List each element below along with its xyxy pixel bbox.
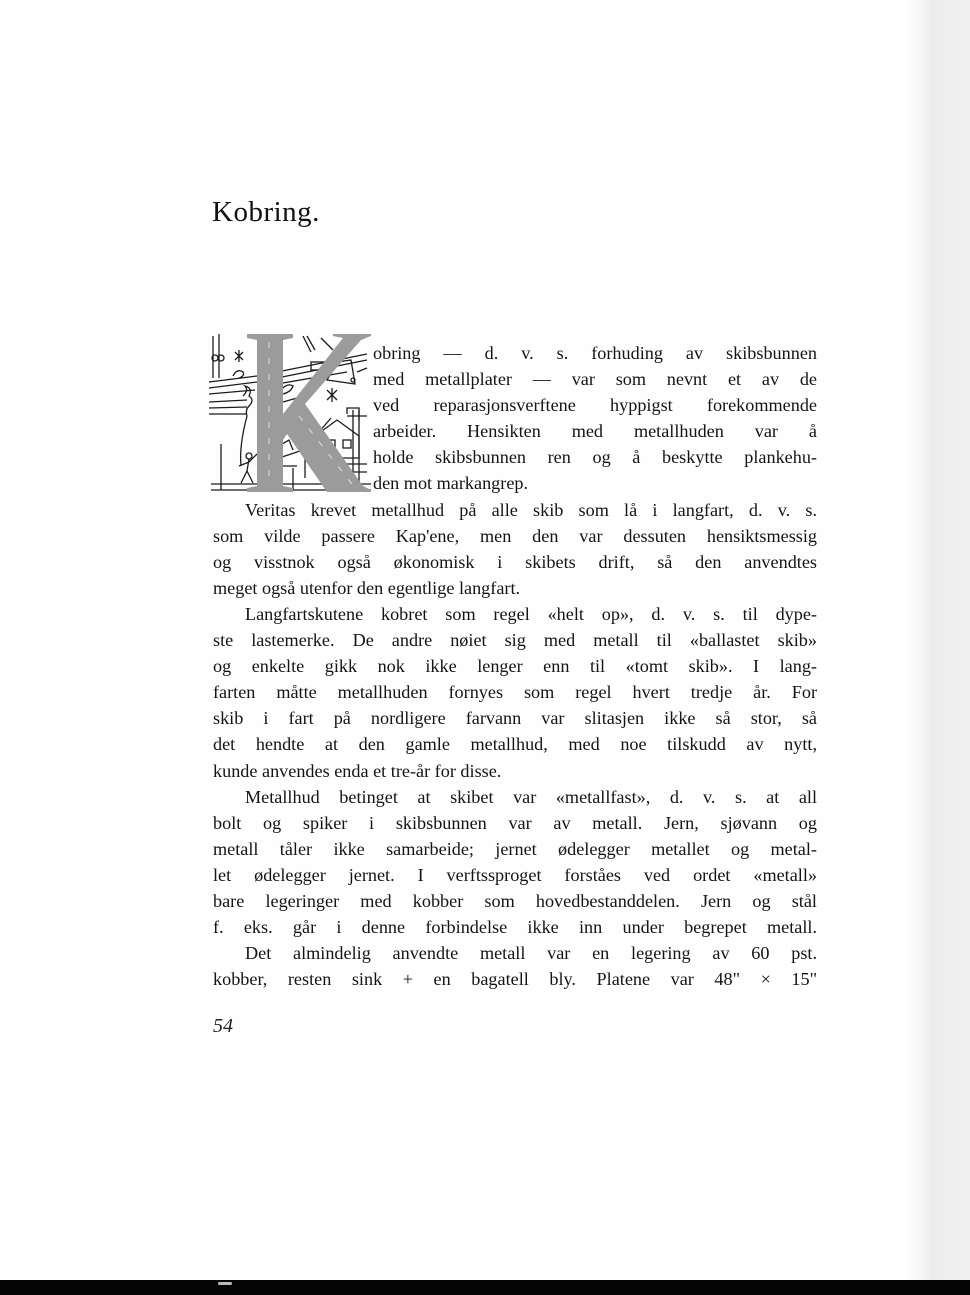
text-line: holde skibsbunnen ren og å beskytte plankehu- [373, 447, 817, 468]
text-line: den mot markangrep. [373, 473, 529, 494]
text-line: kobber, resten sink + en bagatell bly. Platene var 48" × 15" [213, 969, 817, 990]
text-line: f. eks. går i denne forbindelse ikke inn under begrepet metall. [213, 917, 817, 938]
text-line: og visstnok også økonomisk i skibets drift, så den anvendtes [213, 551, 817, 572]
text-line: let ødelegger jernet. I verftssproget forståes ved ordet «metall» [213, 864, 817, 885]
text-line: obring — d. v. s. forhuding av skibsbunnen [373, 343, 817, 363]
text-line: med metallplater — var som nevnt et av de [373, 369, 817, 390]
body-text [213, 340, 817, 992]
scan-bottom-edge [0, 1280, 970, 1295]
chapter-title: Kobring. [212, 196, 320, 228]
text-line: skib i fart på nordligere farvann var slitasjen ikke så stor, så [213, 708, 817, 729]
text-line: Veritas krevet metallhud på alle skib som lå i langfart, d. v. s. [245, 499, 817, 520]
scan-edge-mark [218, 1282, 232, 1285]
paragraph-1 [213, 340, 817, 497]
paragraph-4 [213, 784, 817, 941]
text-line: bare legeringer med kobber som hovedbestanddelen. Jern og stål [213, 890, 817, 911]
text-line: farten måtte metallhuden fornyes som regel hvert tredje år. For [213, 682, 817, 703]
paragraph-3 [213, 601, 817, 784]
page-number: 54 [213, 1015, 233, 1037]
text-line: og enkelte gikk nok ikke lenger enn til «tomt skib». I lang- [213, 656, 817, 677]
paragraph-5 [213, 940, 817, 992]
text-line: det hendte at den gamle metallhud, med noe tilskudd av nytt, [213, 734, 817, 755]
page-gutter-shadow [905, 0, 970, 1280]
text-line: Metallhud betinget at skibet var «metallfast», d. v. s. at all [245, 786, 817, 807]
text-line: Det almindelig anvendte metall var en legering av 60 pst. [245, 943, 817, 964]
text-line: kunde anvendes enda et tre-år for disse. [213, 760, 502, 781]
text-line: som vilde passere Kap'ene, men den var dessuten hensiktsmessig [213, 525, 817, 546]
text-line: ved reparasjonsverftene hyppigst forekommende [373, 395, 817, 416]
paragraph-2 [213, 497, 817, 601]
text-line: arbeider. Hensikten med metallhuden var å [373, 421, 817, 442]
text-line: Langfartskutene kobret som regel «helt op», d. v. s. til dype- [245, 603, 817, 624]
text-line: bolt og spiker i skibsbunnen var av metall. Jern, sjøvann og [213, 812, 817, 833]
text-line: metall tåler ikke samarbeide; jernet ødelegger metallet og metal- [213, 838, 817, 859]
text-line: meget også utenfor den egentlige langfart. [213, 577, 521, 598]
text-line: ste lastemerke. De andre nøiet sig med metall til «ballastet skib» [213, 630, 817, 651]
